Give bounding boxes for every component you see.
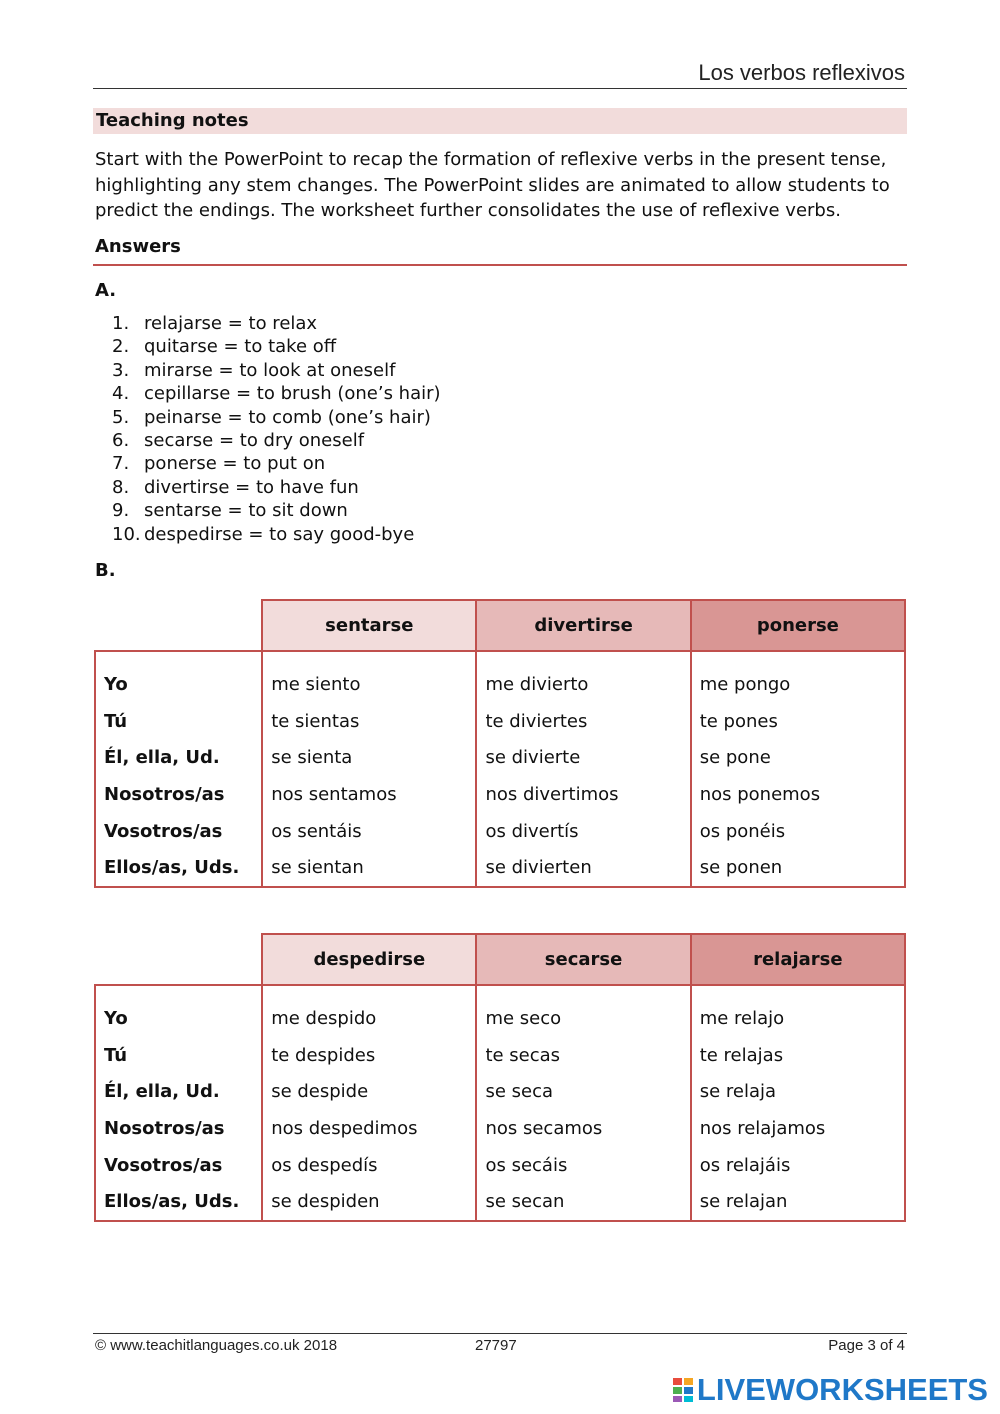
subject-cell: Tú xyxy=(95,703,262,740)
conjugation-cell: te diviertes xyxy=(476,703,690,740)
conjugation-cell: te relajas xyxy=(691,1037,905,1074)
header-divider xyxy=(93,88,907,89)
table-row xyxy=(95,1147,905,1184)
liveworksheets-wordmark: LIVEWORKSHEETS xyxy=(696,1372,988,1407)
footer-resource-code: 27797 xyxy=(475,1337,517,1354)
conjugation-cell: os relajáis xyxy=(691,1147,905,1184)
verb-header: sentarse xyxy=(262,600,476,651)
list-item xyxy=(112,523,441,546)
list-item-number: 2. xyxy=(112,336,130,358)
list-item-number: 8. xyxy=(112,476,130,498)
vocabulary-list xyxy=(112,312,441,546)
conjugation-cell: os secáis xyxy=(476,1147,690,1184)
subject-cell: Ellos/as, Uds. xyxy=(95,1183,262,1221)
list-item-text: sentarse = to sit down xyxy=(144,500,348,522)
subject-cell: Nosotros/as xyxy=(95,776,262,813)
conjugation-table-2 xyxy=(94,933,906,1222)
conjugation-cell: me despido xyxy=(262,1000,476,1037)
conjugation-cell: me pongo xyxy=(691,666,905,703)
table-row xyxy=(95,813,905,850)
verb-header: divertirse xyxy=(476,600,690,651)
conjugation-cell: nos despedimos xyxy=(262,1110,476,1147)
list-item xyxy=(112,452,441,475)
table-row xyxy=(95,1037,905,1074)
answers-heading: Answers xyxy=(95,236,181,257)
footer-copyright: © www.teachitlanguages.co.uk 2018 xyxy=(95,1337,338,1354)
section-b-label: B. xyxy=(95,560,116,581)
teaching-notes-body: Start with the PowerPoint to recap the formation of reflexive verbs in the present tense, highlighting any stem changes. The PowerPoint slides are animated to allow students to predict the endings. The worksheet further consolidates the use of reflexive verbs. xyxy=(95,149,890,221)
list-item xyxy=(112,359,441,382)
conjugation-cell: se despiden xyxy=(262,1183,476,1221)
conjugation-cell: te despides xyxy=(262,1037,476,1074)
table-corner xyxy=(95,600,262,651)
list-item-text: peinarse = to comb (one’s hair) xyxy=(144,406,431,428)
list-item xyxy=(112,499,441,522)
footer-page-number: Page 3 of 4 xyxy=(828,1337,905,1354)
subject-cell: Él, ella, Ud. xyxy=(95,739,262,776)
conjugation-table-1 xyxy=(94,599,906,888)
conjugation-cell: me relajo xyxy=(691,1000,905,1037)
conjugation-cell: se seca xyxy=(476,1073,690,1110)
conjugation-cell: te pones xyxy=(691,703,905,740)
list-item xyxy=(112,312,441,335)
subject-cell: Tú xyxy=(95,1037,262,1074)
subject-cell: Ellos/as, Uds. xyxy=(95,849,262,887)
footer-divider xyxy=(93,1333,907,1334)
subject-cell: Yo xyxy=(95,666,262,703)
conjugation-cell: nos ponemos xyxy=(691,776,905,813)
table-row xyxy=(95,849,905,887)
list-item-number: 10. xyxy=(112,523,141,545)
list-item-text: cepillarse = to brush (one’s hair) xyxy=(144,383,441,405)
table-row xyxy=(95,1000,905,1037)
conjugation-cell: se secan xyxy=(476,1183,690,1221)
list-item-text: quitarse = to take off xyxy=(144,336,337,358)
table-header-row xyxy=(95,934,905,985)
conjugation-cell: me siento xyxy=(262,666,476,703)
conjugation-cell: se ponen xyxy=(691,849,905,887)
verb-header: ponerse xyxy=(691,600,905,651)
conjugation-cell: se sientan xyxy=(262,849,476,887)
subject-cell: Yo xyxy=(95,1000,262,1037)
table-corner xyxy=(95,934,262,985)
list-item-text: secarse = to dry oneself xyxy=(144,429,365,451)
conjugation-cell: os sentáis xyxy=(262,813,476,850)
list-item-number: 9. xyxy=(112,500,130,522)
subject-cell: Él, ella, Ud. xyxy=(95,1073,262,1110)
conjugation-cell: os despedís xyxy=(262,1147,476,1184)
conjugation-cell: se sienta xyxy=(262,739,476,776)
liveworksheets-icon xyxy=(673,1378,693,1402)
document-title: Los verbos reflexivos xyxy=(698,60,905,85)
table-row xyxy=(95,1183,905,1221)
table-row xyxy=(95,666,905,703)
table-header-row xyxy=(95,600,905,651)
list-item xyxy=(112,335,441,358)
conjugation-cell: me divierto xyxy=(476,666,690,703)
teaching-notes-heading: Teaching notes xyxy=(93,108,907,134)
subject-cell: Vosotros/as xyxy=(95,1147,262,1184)
list-item-number: 5. xyxy=(112,406,130,428)
answers-divider xyxy=(93,264,907,266)
list-item xyxy=(112,382,441,405)
conjugation-cell: nos sentamos xyxy=(262,776,476,813)
list-item-number: 4. xyxy=(112,383,130,405)
conjugation-cell: se relajan xyxy=(691,1183,905,1221)
conjugation-cell: te sientas xyxy=(262,703,476,740)
liveworksheets-logo xyxy=(673,1374,988,1406)
table-spacer-row xyxy=(95,985,905,1000)
table-row xyxy=(95,739,905,776)
conjugation-cell: nos divertimos xyxy=(476,776,690,813)
list-item-number: 1. xyxy=(112,313,130,334)
list-item-number: 7. xyxy=(112,453,130,475)
table-row xyxy=(95,1110,905,1147)
conjugation-cell: te secas xyxy=(476,1037,690,1074)
conjugation-cell: se divierten xyxy=(476,849,690,887)
conjugation-cell: se despide xyxy=(262,1073,476,1110)
list-item-text: divertirse = to have fun xyxy=(144,476,359,498)
conjugation-cell: nos secamos xyxy=(476,1110,690,1147)
table-row xyxy=(95,776,905,813)
list-item xyxy=(112,429,441,452)
list-item-number: 6. xyxy=(112,429,130,451)
verb-header: despedirse xyxy=(262,934,476,985)
verb-header: secarse xyxy=(476,934,690,985)
table-row xyxy=(95,703,905,740)
section-a-label: A. xyxy=(95,280,117,301)
conjugation-cell: os ponéis xyxy=(691,813,905,850)
list-item-text: mirarse = to look at oneself xyxy=(144,359,396,381)
conjugation-cell: se divierte xyxy=(476,739,690,776)
list-item-text: relajarse = to relax xyxy=(144,313,318,334)
conjugation-cell: os divertís xyxy=(476,813,690,850)
table-row xyxy=(95,1073,905,1110)
conjugation-cell: se pone xyxy=(691,739,905,776)
list-item xyxy=(112,406,441,429)
list-item-text: despedirse = to say good-bye xyxy=(144,523,415,545)
conjugation-cell: se relaja xyxy=(691,1073,905,1110)
conjugation-cell: me seco xyxy=(476,1000,690,1037)
conjugation-cell: nos relajamos xyxy=(691,1110,905,1147)
verb-header: relajarse xyxy=(691,934,905,985)
list-item xyxy=(112,476,441,499)
list-item-text: ponerse = to put on xyxy=(144,453,326,475)
list-item-number: 3. xyxy=(112,359,130,381)
subject-cell: Vosotros/as xyxy=(95,813,262,850)
subject-cell: Nosotros/as xyxy=(95,1110,262,1147)
table-spacer-row xyxy=(95,651,905,666)
